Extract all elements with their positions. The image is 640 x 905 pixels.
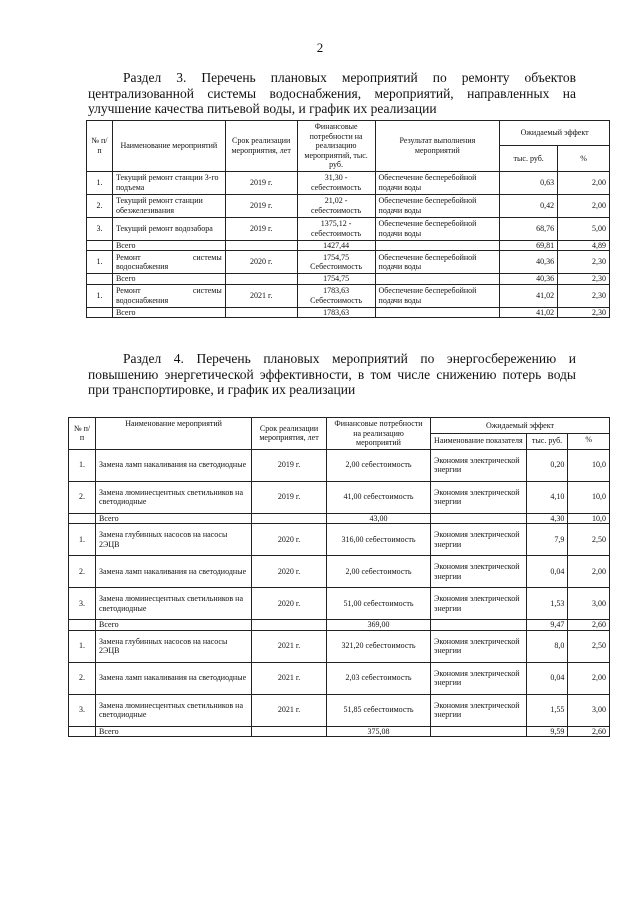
indicator-name: Экономия электрической энергии — [431, 481, 527, 513]
total-row — [69, 513, 610, 524]
total-finance: 369,00 — [327, 620, 431, 631]
activity-year: 2021 г. — [252, 630, 327, 662]
total-row — [69, 620, 610, 631]
effect-percent: 3,00 — [568, 588, 610, 620]
activity-name: Текущий ремонт станции 3-го подъема — [112, 171, 225, 194]
activity-name: Ремонт системы водоснабжения — [112, 284, 225, 307]
effect-thousand: 0,04 — [526, 662, 568, 694]
effect-percent: 2,50 — [568, 630, 610, 662]
effect-percent: 3,00 — [568, 694, 610, 726]
total-effect-thousand: 40,36 — [500, 274, 558, 285]
col-header-percent: % — [568, 433, 610, 449]
effect-thousand: 1,55 — [526, 694, 568, 726]
total-label: Всего — [112, 274, 225, 285]
indicator-name: Экономия электрической энергии — [431, 449, 527, 481]
effect-thousand: 0,42 — [500, 194, 558, 217]
activity-year: 2020 г. — [252, 588, 327, 620]
effect-percent: 2,30 — [558, 284, 610, 307]
table-row — [87, 251, 610, 274]
activity-result: Обеспечение бесперебойной подачи воды — [375, 217, 500, 240]
empty-cell — [69, 513, 96, 524]
empty-cell — [252, 726, 327, 737]
empty-cell — [87, 274, 113, 285]
activity-finance: 51,00 себестоимость — [327, 588, 431, 620]
page-number: 2 — [316, 40, 324, 55]
empty-cell — [375, 307, 500, 318]
activity-name: Ремонт системы водоснабжения — [112, 251, 225, 274]
row-number: 3. — [69, 694, 96, 726]
effect-percent: 2,00 — [558, 194, 610, 217]
activity-result: Обеспечение бесперебойной подачи воды — [375, 251, 500, 274]
row-number: 2. — [69, 556, 96, 588]
total-finance: 375,08 — [327, 726, 431, 737]
activity-finance: 2,00 себестоимость — [327, 556, 431, 588]
indicator-name: Экономия электрической энергии — [431, 556, 527, 588]
table-row — [69, 481, 610, 513]
indicator-name: Экономия электрической энергии — [431, 662, 527, 694]
effect-thousand: 41,02 — [500, 284, 558, 307]
effect-thousand: 1,53 — [526, 588, 568, 620]
col-header-name: Наименование мероприятий — [96, 418, 252, 450]
empty-cell — [431, 726, 527, 737]
activity-finance: 2,03 себестоимость — [327, 662, 431, 694]
indicator-name: Экономия электрической энергии — [431, 630, 527, 662]
col-header-num: № п/п — [87, 121, 113, 172]
table-row — [87, 194, 610, 217]
effect-thousand: 8,0 — [526, 630, 568, 662]
total-effect-percent: 2,60 — [568, 620, 610, 631]
total-label: Всего — [96, 620, 252, 631]
activity-result: Обеспечение бесперебойной подачи воды — [375, 171, 500, 194]
row-number: 1. — [87, 251, 113, 274]
effect-thousand: 0,04 — [526, 556, 568, 588]
total-row — [87, 274, 610, 285]
activity-finance: 316,00 себестоимость — [327, 524, 431, 556]
row-number: 3. — [87, 217, 113, 240]
col-header-finance: Финансовые потребности на реализацию мероприятий — [327, 418, 431, 450]
activity-name: Замена ламп накаливания на светодиодные — [96, 556, 252, 588]
total-finance: 1754,75 — [297, 274, 375, 285]
row-number: 1. — [69, 630, 96, 662]
col-header-term: Срок реализации мероприятия, лет — [225, 121, 297, 172]
empty-cell — [225, 240, 297, 251]
activity-finance: 31,30 - себестоимость — [297, 171, 375, 194]
activity-name: Замена глубинных насосов на насосы 2ЭЦВ — [96, 524, 252, 556]
total-label: Всего — [112, 240, 225, 251]
empty-cell — [375, 274, 500, 285]
table-row — [87, 217, 610, 240]
activity-name: Замена ламп накаливания на светодиодные — [96, 662, 252, 694]
effect-percent: 2,00 — [568, 556, 610, 588]
activity-name: Замена люминесцентных светильников на светодиодные — [96, 481, 252, 513]
col-header-result: Результат выполнения мероприятий — [375, 121, 500, 172]
activity-name: Замена глубинных насосов на насосы 2ЭЦВ — [96, 630, 252, 662]
total-effect-percent: 10,0 — [568, 513, 610, 524]
empty-cell — [69, 620, 96, 631]
activity-name: Текущий ремонт водозабора — [112, 217, 225, 240]
section4-table — [68, 417, 610, 737]
col-header-thousand: тыс. руб. — [500, 146, 558, 171]
col-header-name: Наименование мероприятий — [112, 121, 225, 172]
empty-cell — [87, 240, 113, 251]
col-header-term: Срок реализации мероприятия, лет — [252, 418, 327, 450]
activity-result: Обеспечение бесперебойной подачи воды — [375, 284, 500, 307]
col-header-num: № п/п — [69, 418, 96, 450]
indicator-name: Экономия электрической энергии — [431, 524, 527, 556]
effect-percent: 2,00 — [568, 662, 610, 694]
activity-finance: 21,02 - себестоимость — [297, 194, 375, 217]
total-effect-thousand: 41,02 — [500, 307, 558, 318]
empty-cell — [225, 274, 297, 285]
activity-name: Текущий ремонт станции обезжелезивания — [112, 194, 225, 217]
table-row — [69, 588, 610, 620]
activity-year: 2020 г. — [225, 251, 297, 274]
effect-thousand: 68,76 — [500, 217, 558, 240]
activity-finance: 1375,12 - себестоимость — [297, 217, 375, 240]
section4-table-body — [69, 449, 610, 737]
section4-heading: Раздел 4. Перечень плановых мероприятий по энергосбережению и повышению энергетической эффективности, в том числе снижению потерь воды при транспортировке, и график их реализации — [88, 351, 576, 397]
total-label: Всего — [96, 513, 252, 524]
col-header-finance: Финансовые потребности на реализацию мероприятий, тыс. руб. — [297, 121, 375, 172]
empty-cell — [87, 307, 113, 318]
col-header-percent: % — [558, 146, 610, 171]
row-number: 1. — [69, 524, 96, 556]
table-row — [69, 694, 610, 726]
row-number: 2. — [69, 481, 96, 513]
indicator-name: Экономия электрической энергии — [431, 694, 527, 726]
activity-name: Замена люминесцентных светильников на светодиодные — [96, 694, 252, 726]
activity-finance: 2,00 себестоимость — [327, 449, 431, 481]
total-row — [87, 240, 610, 251]
table-row — [69, 662, 610, 694]
activity-year: 2019 г. — [225, 171, 297, 194]
activity-year: 2019 г. — [252, 449, 327, 481]
total-effect-thousand: 4,30 — [526, 513, 568, 524]
activity-year: 2020 г. — [252, 556, 327, 588]
empty-cell — [252, 620, 327, 631]
total-row — [87, 307, 610, 318]
total-effect-percent: 2,30 — [558, 274, 610, 285]
row-number: 2. — [69, 662, 96, 694]
effect-percent: 2,30 — [558, 251, 610, 274]
empty-cell — [375, 240, 500, 251]
activity-name: Замена ламп накаливания на светодиодные — [96, 449, 252, 481]
row-number: 1. — [87, 171, 113, 194]
empty-cell — [69, 726, 96, 737]
empty-cell — [225, 307, 297, 318]
activity-year: 2021 г. — [252, 694, 327, 726]
activity-year: 2019 г. — [225, 217, 297, 240]
total-effect-thousand: 9,47 — [526, 620, 568, 631]
activity-year: 2021 г. — [225, 284, 297, 307]
table-row — [69, 449, 610, 481]
total-effect-thousand: 9,59 — [526, 726, 568, 737]
col-header-indicator: Наименование показателя — [431, 433, 527, 449]
effect-thousand: 0,63 — [500, 171, 558, 194]
effect-thousand: 7,9 — [526, 524, 568, 556]
effect-percent: 2,50 — [568, 524, 610, 556]
indicator-name: Экономия электрической энергии — [431, 588, 527, 620]
activity-year: 2021 г. — [252, 662, 327, 694]
empty-cell — [252, 513, 327, 524]
activity-year: 2020 г. — [252, 524, 327, 556]
table-row — [69, 556, 610, 588]
row-number: 1. — [87, 284, 113, 307]
table-row — [87, 284, 610, 307]
total-finance: 1427,44 — [297, 240, 375, 251]
activity-finance: 1783,63 Себестоимость — [297, 284, 375, 307]
total-effect-percent: 4,89 — [558, 240, 610, 251]
table-row — [69, 630, 610, 662]
activity-finance: 1754,75 Себестоимость — [297, 251, 375, 274]
empty-cell — [431, 513, 527, 524]
effect-percent: 10,0 — [568, 481, 610, 513]
total-label: Всего — [112, 307, 225, 318]
activity-result: Обеспечение бесперебойной подачи воды — [375, 194, 500, 217]
table-row — [87, 171, 610, 194]
row-number: 3. — [69, 588, 96, 620]
total-row — [69, 726, 610, 737]
effect-thousand: 0,20 — [526, 449, 568, 481]
total-effect-thousand: 69,81 — [500, 240, 558, 251]
empty-cell — [431, 620, 527, 631]
total-effect-percent: 2,30 — [558, 307, 610, 318]
activity-finance: 321,20 себестоимость — [327, 630, 431, 662]
effect-thousand: 4,10 — [526, 481, 568, 513]
activity-finance: 41,00 себестоимость — [327, 481, 431, 513]
row-number: 2. — [87, 194, 113, 217]
section3-heading: Раздел 3. Перечень плановых мероприятий по ремонту объектов централизованной системы водоснабжения, мероприятий, направленных на улучшение качества питьевой воды, и график их реализации — [88, 70, 576, 116]
activity-finance: 51,85 себестоимость — [327, 694, 431, 726]
effect-percent: 10,0 — [568, 449, 610, 481]
col-header-effect: Ожидаемый эффект — [500, 121, 610, 146]
total-finance: 43,00 — [327, 513, 431, 524]
total-effect-percent: 2,60 — [568, 726, 610, 737]
activity-year: 2019 г. — [252, 481, 327, 513]
total-label: Всего — [96, 726, 252, 737]
effect-percent: 5,00 — [558, 217, 610, 240]
row-number: 1. — [69, 449, 96, 481]
total-finance: 1783,63 — [297, 307, 375, 318]
activity-name: Замена люминесцентных светильников на светодиодные — [96, 588, 252, 620]
table-row — [69, 524, 610, 556]
effect-thousand: 40,36 — [500, 251, 558, 274]
activity-year: 2019 г. — [225, 194, 297, 217]
section3-table — [86, 120, 610, 318]
effect-percent: 2,00 — [558, 171, 610, 194]
col-header-thousand: тыс. руб. — [526, 433, 568, 449]
section3-table-body — [87, 171, 610, 318]
col-header-effect: Ожидаемый эффект — [431, 418, 610, 434]
